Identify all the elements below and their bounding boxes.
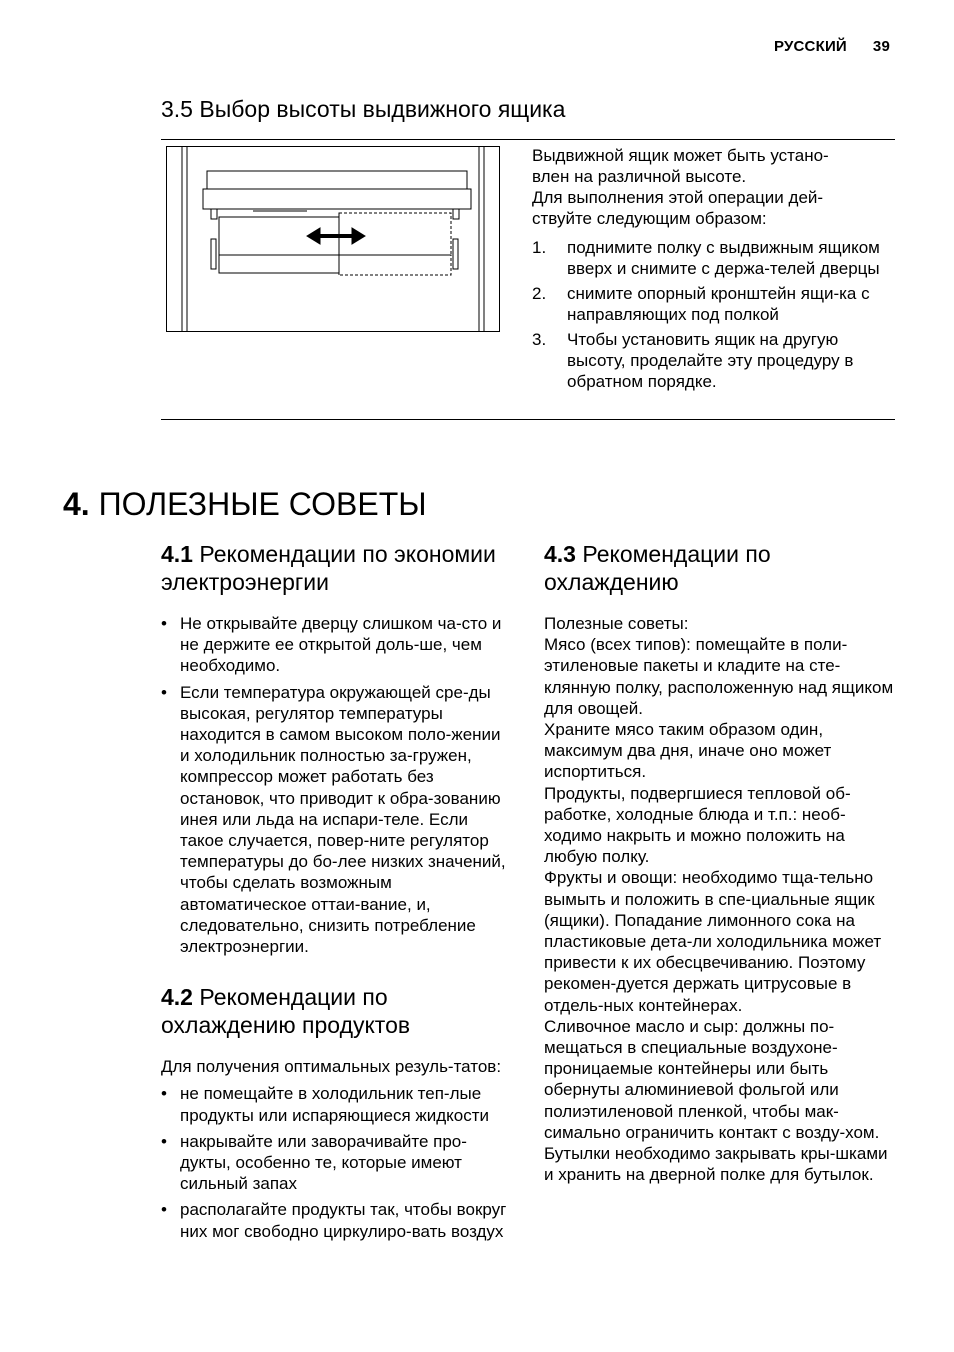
step-number: 2.	[532, 284, 547, 303]
step-text: снимите опорный кронштейн ящи-ка с направляющих под полкой	[567, 284, 870, 324]
section-4-1-number: 4.1	[161, 541, 193, 567]
list-item: • располагайте продукты так, чтобы вокруг них мог свободно циркулиро-вать воздух	[161, 1199, 511, 1241]
step-text: Чтобы установить ящик на другую высоту, проделайте эту процедуру в обратном порядке.	[567, 330, 854, 391]
section-4-3-title	[544, 540, 894, 596]
list-item: • Не открывайте дверцу слишком ча-сто и не держите ее открытой доль-ше, чем необходимо.	[161, 613, 511, 677]
header-language: РУССКИЙ	[773, 38, 847, 55]
list-item: • не помещайте в холодильник теп-лые продукты или испаряющиеся жидкости	[161, 1083, 511, 1125]
section-divider-top	[161, 139, 895, 140]
drawer-height-illustration	[166, 146, 500, 332]
section-3-5-text	[532, 145, 892, 396]
step-number: 3.	[532, 330, 547, 349]
chapter-title	[63, 486, 427, 523]
step-item	[532, 283, 892, 325]
step-number: 1.	[532, 238, 547, 257]
section-3-5-number: 3.5	[161, 96, 193, 122]
section-4-1-heading: Рекомендации по экономии электроэнергии	[161, 541, 496, 595]
section-4-2-list	[161, 1083, 511, 1241]
section-4-2-intro: Для получения оптимальных резуль-татов:	[161, 1057, 502, 1077]
left-column	[161, 540, 511, 1247]
section-4-3-number: 4.3	[544, 541, 576, 567]
section-3-5-title	[161, 96, 565, 123]
spacer	[161, 962, 511, 983]
section-4-3-heading: Рекомендации по охлаждению	[544, 541, 771, 595]
intro-line: Для выполнения этой операции дей-	[532, 188, 824, 207]
section-4-2-heading: Рекомендации по охлаждению продуктов	[161, 984, 411, 1039]
steps-list	[532, 237, 892, 392]
list-item: • Если температура окружающей сре-ды высокая, регулятор температуры находится в самом высоком поло-жении и холодильник полностью за-гружен, компрессор может работать без остановок, что приводит к обра-зованию инея или льда на испари-теле. Если такое случается, повер-ните регулятор температуры до бо-лее низких значений, чтобы сделать возможным автоматическое оттаи-вание, и, следовательно, снизить потребление электроэнергии.	[161, 682, 511, 958]
intro-line: ствуйте следующим образом:	[532, 209, 767, 228]
section-3-5-heading: Выбор высоты выдвижного ящика	[199, 96, 566, 122]
section-divider-bottom	[161, 419, 895, 420]
step-text: поднимите полку с выдвижным ящиком вверх и снимите с держа-телей дверцы	[567, 238, 880, 278]
list-item: • накрывайте или заворачивайте про-дукты, особенно те, которые имеют сильный запах	[161, 1131, 511, 1195]
section-4-3-text: Полезные советы: Мясо (всех типов): помещайте в поли-этиленовые пакеты и кладите на сте-клянную полку, расположенную над ящиком для овощей. Храните мясо таким образом один, максимум два дня, иначе оно может испортиться. Продукты, подвергшиеся тепловой об-работке, холодные блюда и т.п.: необ-ходимо накрыть и можно положить на любую полку. Фрукты и овощи: необходимо тща-тельно вымыть и положить в спе-циальные ящик (ящики). Попадание лимонного сока на пластиковые дета-ли холодильника может привести к их обесцвечиванию. Поэтому рекомен-дуется держать цитрусовые в отдель-ных контейнерах. Сливочное масло и сыр: должны по-мещаться в специальные воздухоне-проницаемые контейнеры или быть обернуты алюминиевой фольгой или полиэтиленовой пленкой, чтобы мак-симально ограничить контакт с возду-хом. Бутылки необходимо закрывать кры-шками и хранить на дверной полке для бутылок.	[544, 614, 894, 1185]
section-4-2-number: 4.2	[161, 984, 193, 1011]
section-4-1-title	[161, 540, 511, 596]
drawer-diagram-svg	[167, 147, 499, 331]
page-number: 39	[872, 38, 890, 55]
chapter-heading: ПОЛЕЗНЫЕ СОВЕТЫ	[98, 486, 427, 522]
intro-line: влен на различной высоте.	[532, 167, 747, 186]
intro-line: Выдвижной ящик может быть устано-	[532, 146, 829, 165]
section-4-2-title	[161, 983, 511, 1039]
section-4-1-list	[161, 613, 511, 957]
chapter-number: 4.	[63, 486, 90, 522]
step-item	[532, 237, 892, 279]
page-header	[774, 38, 890, 55]
right-column	[544, 540, 894, 1185]
step-item	[532, 329, 892, 392]
